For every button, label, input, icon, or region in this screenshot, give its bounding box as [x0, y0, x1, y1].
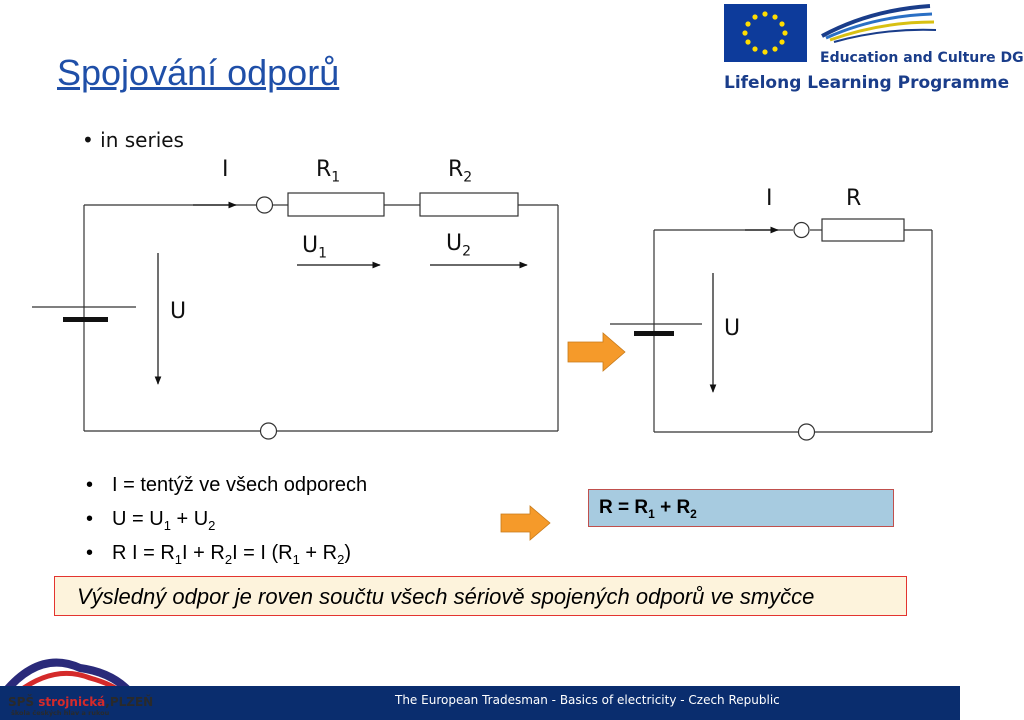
label-current-right: I — [766, 186, 773, 211]
bullet-ohm-sum: • R $I = R_1I + R_2I = I$ $(R_1 + R_2)$ — [86, 542, 352, 567]
terminal-node-right-bottom — [799, 424, 815, 440]
terminal-node-right — [794, 223, 809, 238]
dg-logo — [822, 6, 936, 42]
series-label: in series — [100, 128, 184, 152]
result-arrow — [501, 506, 550, 540]
resistor-r1 — [288, 193, 384, 216]
label-u2: $U_2$ — [446, 231, 472, 260]
label-r: R — [846, 186, 862, 211]
terminal-node — [257, 197, 273, 213]
resistor-r — [822, 219, 904, 241]
label-u: U — [170, 299, 187, 324]
resistor-r2 — [420, 193, 518, 216]
dg-label: Education and Culture DG — [820, 50, 1024, 66]
school-logo-text: SPŠ strojnická,PLZEŇ — [8, 695, 154, 709]
label-current: I — [222, 157, 229, 182]
label-r2: $R_2$ — [448, 157, 473, 186]
page-title: Spojování odporů — [57, 52, 340, 93]
transform-arrow — [568, 333, 625, 371]
battery-plate-short-right — [634, 331, 674, 336]
label-u-right: U — [724, 316, 741, 341]
conclusion-box: Výsledný odpor je roven součtu všech sériově spojených odporů ve smyčce — [54, 576, 907, 616]
bullet-same-current: • I = tentýž ve všech odporech — [86, 474, 368, 496]
series-bullet: • in series — [82, 128, 184, 152]
programme-label: Lifelong Learning Programme — [724, 73, 1010, 93]
result-formula-box: $R = R_1 + R_2$ — [588, 489, 894, 527]
battery-plate-short — [63, 317, 108, 322]
footer-text: The European Tradesman - Basics of electricity - Czech Republic — [395, 693, 780, 707]
bullet-voltage-sum: • $U = U_1 + U_2$ — [86, 508, 216, 533]
terminal-node-bottom — [261, 423, 277, 439]
label-u1: $U_1$ — [302, 233, 328, 262]
label-r1: $R_1$ — [316, 157, 341, 186]
right-circuit-wires — [654, 230, 932, 432]
school-tagline: škola českých hlav a rukou — [11, 709, 110, 717]
